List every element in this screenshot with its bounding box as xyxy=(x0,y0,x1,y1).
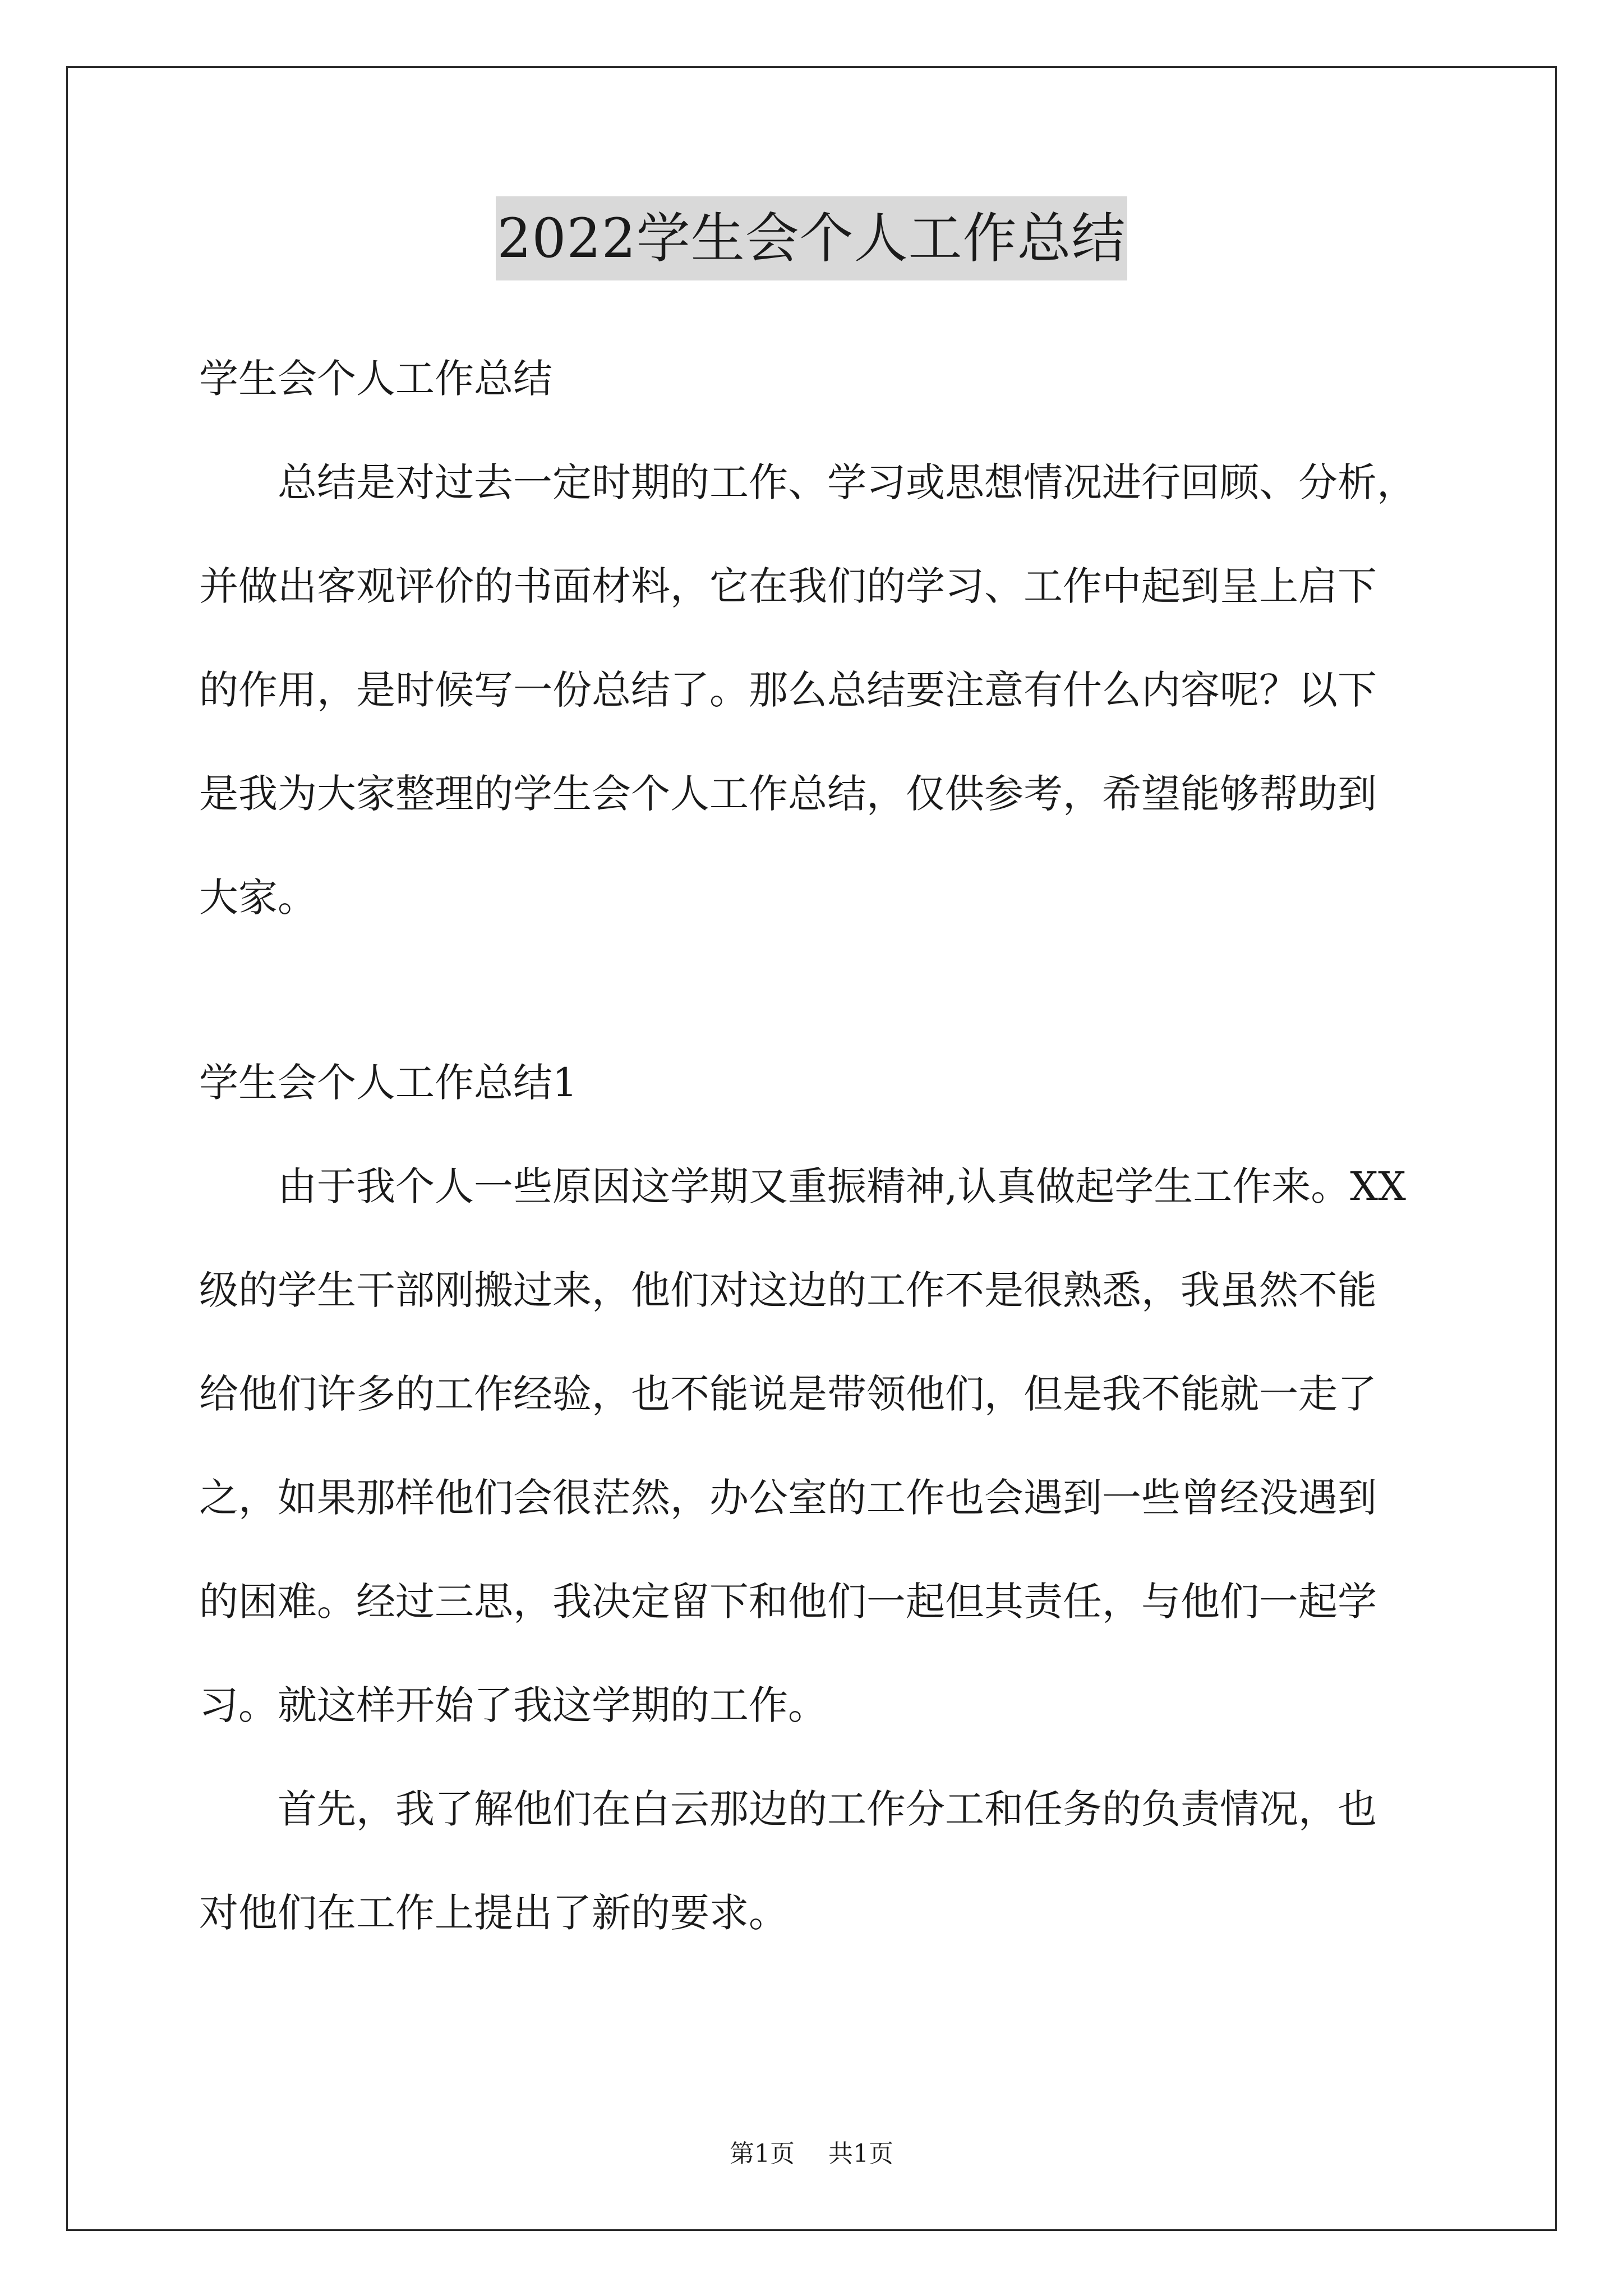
page-total: 共1页 xyxy=(828,2139,893,2168)
page-footer xyxy=(0,2137,1623,2171)
paragraph-line: 对他们在工作上提出了新的要求。 xyxy=(199,1890,788,1936)
paragraph-line: 是我为大家整理的学生会个人工作总结，仅供参考，希望能够帮助到 xyxy=(199,771,1377,817)
paragraph-line: 习。就这样开始了我这学期的工作。 xyxy=(199,1682,827,1728)
paragraph-line: 首先，我了解他们在白云那边的工作分工和任务的负责情况，也 xyxy=(199,1786,1377,1832)
paragraph-line: 的困难。经过三思，我决定留下和他们一起但其责任，与他们一起学 xyxy=(199,1579,1377,1625)
section-heading: 学生会个人工作总结 xyxy=(199,356,552,402)
paragraph-line: 总结是对过去一定时期的工作、学习或思想情况进行回顾、分析， xyxy=(199,459,1416,505)
paragraph-line: 由于我个人一些原因这学期又重振精神,认真做起学生工作来。XX xyxy=(199,1163,1406,1209)
section-heading: 学生会个人工作总结1 xyxy=(199,1060,578,1106)
title-container xyxy=(0,196,1623,280)
page-number: 第1页 xyxy=(730,2139,795,2168)
paragraph-line: 的作用，是时候写一份总结了。那么总结要注意有什么内容呢？以下 xyxy=(199,667,1377,713)
document-title: 2022学生会个人工作总结 xyxy=(496,196,1127,280)
paragraph-line: 之，如果那样他们会很茫然，办公室的工作也会遇到一些曾经没遇到 xyxy=(199,1475,1377,1521)
paragraph-line: 大家。 xyxy=(199,875,317,921)
paragraph-line: 级的学生干部刚搬过来，他们对这边的工作不是很熟悉，我虽然不能 xyxy=(199,1267,1377,1313)
paragraph-line: 并做出客观评价的书面材料，它在我们的学习、工作中起到呈上启下 xyxy=(199,563,1377,609)
paragraph-line: 给他们许多的工作经验，也不能说是带领他们，但是我不能就一走了 xyxy=(199,1371,1377,1417)
